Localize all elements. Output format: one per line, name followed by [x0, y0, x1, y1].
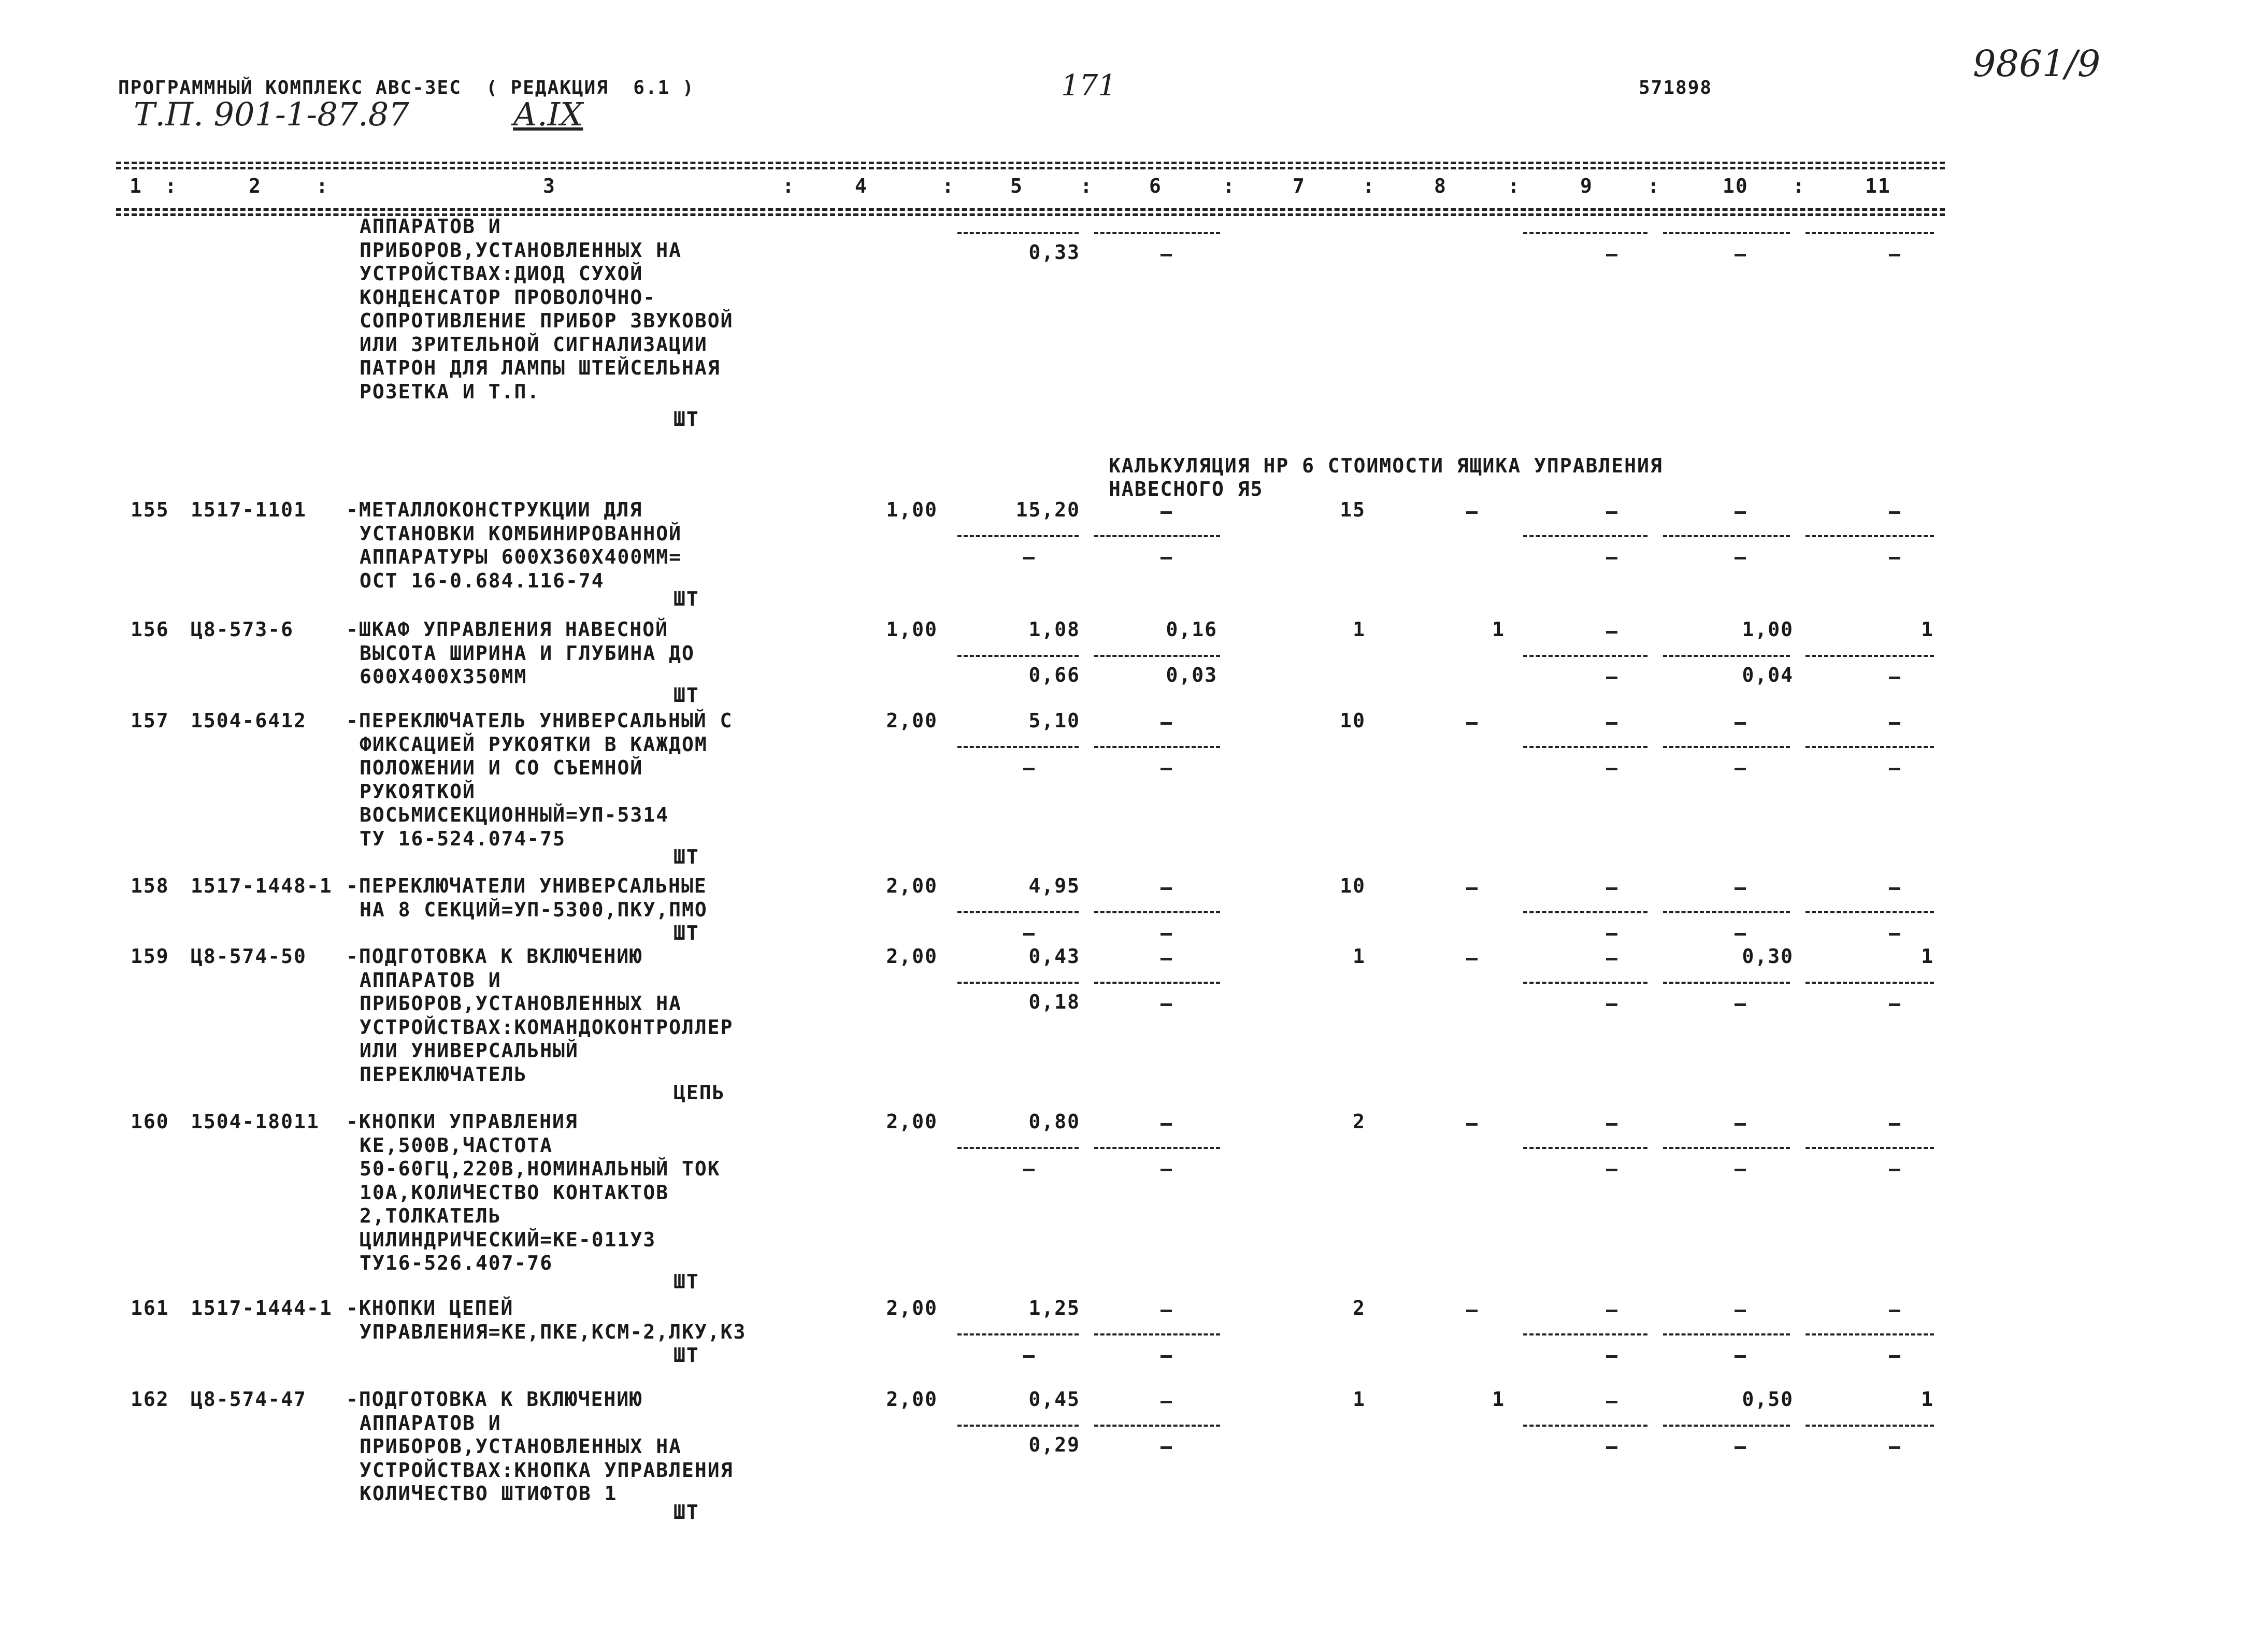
row-col7: 10 — [1340, 874, 1366, 897]
row-rule-c9 — [1523, 1425, 1647, 1427]
intro-rule-c5 — [957, 232, 1079, 234]
row-description-line: УСТАНОВКИ КОМБИНИРОВАННОЙ — [360, 522, 682, 545]
row-col9-second-dash — [1606, 1169, 1617, 1171]
row-col11-dash — [1889, 722, 1900, 725]
row-col10-dash — [1735, 1123, 1746, 1126]
row-col7: 2 — [1353, 1297, 1366, 1319]
row-col8-dash — [1466, 958, 1478, 960]
row-col9-dash — [1606, 887, 1617, 890]
row-description-line: ПОЛОЖЕНИИ И СО СЪЕМНОЙ — [360, 756, 643, 779]
row-code: 1517-1101 — [191, 498, 307, 521]
row-rule-c10 — [1663, 655, 1790, 657]
intro-line: КОНДЕНСАТОР ПРОВОЛОЧНО- — [360, 285, 656, 309]
row-unit: ШТ — [674, 1344, 699, 1367]
row-unit: ШТ — [674, 845, 699, 868]
row-col6-dash — [1160, 1401, 1172, 1403]
column-header-2: 2 — [249, 175, 262, 197]
intro-c5: 0,33 — [1028, 241, 1080, 264]
row-col10-second-dash — [1735, 1355, 1746, 1358]
row-rule-c10 — [1663, 746, 1790, 748]
row-col9-dash — [1606, 511, 1617, 514]
row-description-line: ФИКСАЦИЕЙ РУКОЯТКИ В КАЖДОМ — [360, 732, 708, 756]
row-description-line: 600Х400Х350ММ — [360, 665, 527, 688]
column-header-16: 9 — [1580, 175, 1593, 197]
row-col5: 0,43 — [1028, 945, 1080, 968]
calculation-title: КАЛЬКУЛЯЦИЯ НР 6 СТОИМОСТИ ЯЩИКА УПРАВЛЕНИЯ — [1109, 454, 1663, 477]
row-rule-c10 — [1663, 911, 1790, 913]
archive-stamp: 9861/9 — [1973, 42, 2101, 85]
row-col9-dash — [1606, 722, 1617, 725]
row-description-line: УСТРОЙСТВАХ:КНОПКА УПРАВЛЕНИЯ — [360, 1458, 734, 1482]
row-col11-second-dash — [1889, 768, 1900, 770]
row-rule-c5 — [957, 655, 1079, 657]
row-rule-c5 — [957, 535, 1079, 537]
column-header-10: 6 — [1149, 175, 1162, 197]
row-col11-second-dash — [1889, 1169, 1900, 1171]
header-rule-bottom — [116, 208, 1945, 211]
row-col11-second-dash — [1889, 1355, 1900, 1358]
row-col10-second-dash — [1735, 1003, 1746, 1006]
row-description-line: ВЫСОТА ШИРИНА И ГЛУБИНА ДО — [360, 641, 695, 665]
row-rule-c11 — [1806, 1425, 1934, 1427]
row-number: 159 — [131, 945, 169, 968]
row-description-line: ТУ16-526.407-76 — [360, 1252, 553, 1274]
row-unit: ЦЕПЬ — [674, 1081, 725, 1104]
row-col6-second-dash — [1160, 1003, 1172, 1006]
row-rule-c6 — [1094, 911, 1220, 913]
row-col8-dash — [1466, 887, 1478, 890]
row-description-line: -КНОПКИ УПРАВЛЕНИЯ — [346, 1110, 578, 1133]
row-description-line: УПРАВЛЕНИЯ=КЕ,ПКЕ,КСМ-2,ЛКУ,К3 — [360, 1320, 747, 1343]
row-rule-c5 — [957, 982, 1079, 984]
row-rule-c10 — [1663, 1425, 1790, 1427]
row-rule-c10 — [1663, 1147, 1790, 1149]
row-col6: 0,16 — [1166, 618, 1217, 641]
intro-c6-dash — [1160, 254, 1172, 256]
column-header-1: : — [165, 175, 178, 197]
row-col9-dash — [1606, 1123, 1617, 1126]
row-col5-second-dash — [1023, 1355, 1035, 1358]
row-description-line: АППАРАТУРЫ 600Х360Х400ММ= — [360, 545, 682, 568]
row-number: 161 — [131, 1297, 169, 1319]
row-col5-second-dash — [1023, 1169, 1035, 1171]
row-col9-second-dash — [1606, 1446, 1617, 1449]
row-description-line: ПЕРЕКЛЮЧАТЕЛЬ — [360, 1062, 527, 1086]
row-rule-c6 — [1094, 1333, 1220, 1335]
intro-rule-c9 — [1523, 232, 1647, 234]
row-rule-c9 — [1523, 655, 1647, 657]
row-col5: 5,10 — [1028, 709, 1080, 732]
row-col6-second-dash — [1160, 768, 1172, 770]
row-description-line: -ПЕРЕКЛЮЧАТЕЛИ УНИВЕРСАЛЬНЫЕ — [346, 874, 707, 897]
row-rule-c6 — [1094, 1147, 1220, 1149]
row-col7: 15 — [1340, 498, 1366, 521]
row-description-line: 10А,КОЛИЧЕСТВО КОНТАКТОВ — [360, 1181, 669, 1204]
row-col10: 0,50 — [1742, 1388, 1794, 1411]
row-rule-c10 — [1663, 1333, 1790, 1335]
intro-rule-c11 — [1806, 232, 1934, 234]
row-col8-dash — [1466, 722, 1478, 725]
row-col5-second-dash — [1023, 933, 1035, 936]
row-col10-second-dash — [1735, 1169, 1746, 1171]
row-col5-second: 0,66 — [1028, 664, 1080, 686]
row-rule-c11 — [1806, 982, 1934, 984]
row-description-line: КЕ,500В,ЧАСТОТА — [360, 1133, 553, 1157]
row-description-line: -ПОДГОТОВКА К ВКЛЮЧЕНИЮ — [346, 1388, 643, 1411]
calculation-subtitle: НАВЕСНОГО Я5 — [1109, 478, 1264, 500]
row-col7: 10 — [1340, 709, 1366, 732]
row-code: 1517-1444-1 — [191, 1297, 333, 1319]
row-rule-c11 — [1806, 655, 1934, 657]
row-number: 162 — [131, 1388, 169, 1411]
row-rule-c5 — [957, 1425, 1079, 1427]
intro-rule-c10 — [1663, 232, 1790, 234]
row-quantity: 1,00 — [886, 618, 938, 641]
row-description-line: -ПОДГОТОВКА К ВКЛЮЧЕНИЮ — [346, 945, 643, 968]
row-col9-second-dash — [1606, 933, 1617, 936]
row-rule-c11 — [1806, 911, 1934, 913]
intro-line: УСТРОЙСТВАХ:ДИОД СУХОЙ — [360, 262, 643, 285]
row-number: 160 — [131, 1110, 169, 1133]
row-col9-second-dash — [1606, 1003, 1617, 1006]
row-col10-dash — [1735, 1310, 1746, 1312]
row-description-line: 2,ТОЛКАТЕЛЬ — [360, 1204, 501, 1227]
row-col6-dash — [1160, 887, 1172, 890]
row-unit: ШТ — [674, 683, 699, 707]
row-code: 1504-18011 — [191, 1110, 320, 1133]
row-col6-second-dash — [1160, 1169, 1172, 1171]
row-col11-dash — [1889, 511, 1900, 514]
row-col9-dash — [1606, 958, 1617, 960]
row-col9-second-dash — [1606, 1355, 1617, 1358]
row-col11-dash — [1889, 887, 1900, 890]
row-col6-second-dash — [1160, 1355, 1172, 1358]
row-description-line: АППАРАТОВ И — [360, 1411, 501, 1434]
row-rule-c11 — [1806, 1333, 1934, 1335]
row-col6-dash — [1160, 958, 1172, 960]
row-col6-dash — [1160, 1123, 1172, 1126]
row-description-line: -МЕТАЛЛОКОНСТРУКЦИИ ДЛЯ — [346, 498, 643, 521]
row-col6-dash — [1160, 722, 1172, 725]
row-description-line: ОСТ 16-0.684.116-74 — [360, 569, 605, 592]
row-col9-dash — [1606, 1401, 1617, 1403]
row-rule-c6 — [1094, 1425, 1220, 1427]
row-description-line: -КНОПКИ ЦЕПЕЙ — [346, 1297, 514, 1319]
row-description-line: УСТРОЙСТВАХ:КОМАНДОКОНТРОЛЛЕР — [360, 1015, 734, 1039]
row-col10-second-dash — [1735, 933, 1746, 936]
column-header-20: 11 — [1865, 175, 1891, 197]
intro-rule-c6 — [1094, 232, 1220, 234]
row-description-line: ТУ 16-524.074-75 — [360, 827, 566, 850]
row-rule-c9 — [1523, 982, 1647, 984]
row-rule-c9 — [1523, 1147, 1647, 1149]
row-quantity: 2,00 — [886, 709, 938, 732]
row-col11: 1 — [1921, 945, 1934, 968]
intro-line: ИЛИ ЗРИТЕЛЬНОЙ СИГНАЛИЗАЦИИ — [360, 333, 708, 356]
row-rule-c6 — [1094, 982, 1220, 984]
row-rule-c11 — [1806, 746, 1934, 748]
row-col5-second-dash — [1023, 768, 1035, 770]
row-quantity: 2,00 — [886, 945, 938, 968]
row-col6-second-dash — [1160, 557, 1172, 559]
row-col6-second-dash — [1160, 1446, 1172, 1449]
column-header-5: : — [782, 175, 795, 197]
column-header-13: : — [1363, 175, 1375, 197]
row-rule-c5 — [957, 911, 1079, 913]
column-header-7: : — [942, 175, 955, 197]
row-number: 156 — [131, 618, 169, 641]
row-col6-second: 0,03 — [1166, 664, 1217, 686]
row-unit: ШТ — [674, 1270, 699, 1293]
intro-unit: ШТ — [674, 408, 699, 430]
row-col5-second-dash — [1023, 557, 1035, 559]
row-rule-c6 — [1094, 746, 1220, 748]
row-number: 158 — [131, 874, 169, 897]
row-col11-second-dash — [1889, 1446, 1900, 1449]
column-header-3: : — [316, 175, 329, 197]
column-header-4: 3 — [543, 175, 556, 197]
row-col8: 1 — [1492, 1388, 1505, 1411]
row-col11-second-dash — [1889, 557, 1900, 559]
row-quantity: 2,00 — [886, 1297, 938, 1319]
row-col10-dash — [1735, 722, 1746, 725]
row-quantity: 2,00 — [886, 1110, 938, 1133]
row-unit: ШТ — [674, 1500, 699, 1524]
row-col11-second-dash — [1889, 1003, 1900, 1006]
row-col10: 1,00 — [1742, 618, 1794, 641]
intro-line: ПРИБОРОВ,УСТАНОВЛЕННЫХ НА — [360, 238, 682, 262]
column-header-6: 4 — [855, 175, 868, 197]
row-unit: ШТ — [674, 587, 699, 610]
row-description-line: ПРИБОРОВ,УСТАНОВЛЕННЫХ НА — [360, 992, 682, 1015]
intro-line: СОПРОТИВЛЕНИЕ ПРИБОР ЗВУКОВОЙ — [360, 309, 734, 332]
row-col11-second-dash — [1889, 677, 1900, 679]
album-designation: А.IX — [513, 95, 583, 133]
header-rule-top — [116, 162, 1945, 164]
row-col11: 1 — [1921, 618, 1934, 641]
row-code: Ц8-574-47 — [191, 1388, 307, 1411]
column-header-0: 1 — [130, 175, 142, 197]
column-header-8: 5 — [1010, 175, 1023, 197]
row-col9-dash — [1606, 1310, 1617, 1312]
row-description-line: ИЛИ УНИВЕРСАЛЬНЫЙ — [360, 1039, 579, 1062]
column-header-12: 7 — [1293, 175, 1306, 197]
row-col5: 0,80 — [1028, 1110, 1080, 1133]
row-description-line: 50-60ГЦ,220В,НОМИНАЛЬНЫЙ ТОК — [360, 1157, 721, 1180]
row-col11-second-dash — [1889, 933, 1900, 936]
row-rule-c11 — [1806, 1147, 1934, 1149]
row-col10: 0,30 — [1742, 945, 1794, 968]
row-col9-second-dash — [1606, 768, 1617, 770]
intro-line: РОЗЕТКА И Т.П. — [360, 380, 540, 403]
row-col6-dash — [1160, 1310, 1172, 1312]
row-unit: ШТ — [674, 922, 699, 944]
row-rule-c5 — [957, 1147, 1079, 1149]
intro-c11-dash — [1889, 254, 1900, 256]
row-rule-c10 — [1663, 982, 1790, 984]
row-description-line: РУКОЯТКОЙ — [360, 780, 476, 803]
intro-c9-dash — [1606, 254, 1617, 256]
row-description-line: ЦИЛИНДРИЧЕСКИЙ=КЕ-011У3 — [360, 1228, 656, 1251]
column-header-17: : — [1647, 175, 1660, 197]
row-number: 155 — [131, 498, 169, 521]
row-col5: 1,25 — [1028, 1297, 1080, 1319]
row-col5: 1,08 — [1028, 618, 1080, 641]
row-rule-c6 — [1094, 655, 1220, 657]
row-code: Ц8-574-50 — [191, 945, 307, 968]
row-col7: 2 — [1353, 1110, 1366, 1133]
column-header-11: : — [1223, 175, 1236, 197]
row-description-line: ПРИБОРОВ,УСТАНОВЛЕННЫХ НА — [360, 1435, 682, 1458]
row-col8-dash — [1466, 1310, 1478, 1312]
row-rule-c9 — [1523, 746, 1647, 748]
row-rule-c5 — [957, 746, 1079, 748]
row-col10-second-dash — [1735, 768, 1746, 770]
column-header-15: : — [1508, 175, 1521, 197]
row-col5: 15,20 — [1015, 498, 1080, 521]
row-rule-c6 — [1094, 535, 1220, 537]
row-code: 1517-1448-1 — [191, 874, 333, 897]
header-rule-top-2 — [116, 167, 1945, 169]
row-quantity: 2,00 — [886, 874, 938, 897]
row-col5-second: 0,29 — [1028, 1433, 1080, 1456]
row-col7: 1 — [1353, 945, 1366, 968]
row-description-line: -ШКАФ УПРАВЛЕНИЯ НАВЕСНОЙ — [346, 618, 668, 641]
row-quantity: 1,00 — [886, 498, 938, 521]
row-rule-c9 — [1523, 911, 1647, 913]
row-quantity: 2,00 — [886, 1388, 938, 1411]
row-col6-second-dash — [1160, 933, 1172, 936]
row-col8-dash — [1466, 1123, 1478, 1126]
row-description-line: НА 8 СЕКЦИЙ=УП-5300,ПКУ,ПМО — [360, 898, 708, 921]
row-rule-c10 — [1663, 535, 1790, 537]
row-col5: 0,45 — [1028, 1388, 1080, 1411]
row-description-line: АППАРАТОВ И — [360, 968, 501, 992]
intro-line: ПАТРОН ДЛЯ ЛАМПЫ ШТЕЙСЕЛЬНАЯ — [360, 356, 721, 379]
row-col7: 1 — [1353, 1388, 1366, 1411]
row-col8-dash — [1466, 511, 1478, 514]
row-col6-dash — [1160, 511, 1172, 514]
row-col10-second-dash — [1735, 557, 1746, 559]
row-col9-second-dash — [1606, 677, 1617, 679]
row-rule-c11 — [1806, 535, 1934, 537]
row-col10-second-dash — [1735, 1446, 1746, 1449]
row-col8: 1 — [1492, 618, 1505, 641]
row-col11-dash — [1889, 1123, 1900, 1126]
row-description-line: КОЛИЧЕСТВО ШТИФТОВ 1 — [360, 1482, 618, 1505]
row-rule-c9 — [1523, 1333, 1647, 1335]
intro-c10-dash — [1735, 254, 1746, 256]
row-col11-dash — [1889, 1310, 1900, 1312]
row-description-line: -ПЕРЕКЛЮЧАТЕЛЬ УНИВЕРСАЛЬНЫЙ С — [346, 709, 733, 732]
row-col5: 4,95 — [1028, 874, 1080, 897]
row-col10-dash — [1735, 511, 1746, 514]
program-title: ПРОГРАММНЫЙ КОМПЛЕКС АВС-3ЕС ( РЕДАКЦИЯ 6.1 ) — [118, 77, 695, 98]
row-col9-second-dash — [1606, 557, 1617, 559]
row-col10-second: 0,04 — [1742, 664, 1794, 686]
document-code: 571898 — [1639, 77, 1713, 98]
row-rule-c5 — [957, 1333, 1079, 1335]
row-col10-dash — [1735, 887, 1746, 890]
row-number: 157 — [131, 709, 169, 732]
row-rule-c9 — [1523, 535, 1647, 537]
row-description-line: ВОСЬМИСЕКЦИОННЫЙ=УП-5314 — [360, 803, 669, 826]
row-code: 1504-6412 — [191, 709, 307, 732]
tp-designation: Т.П. 901-1-87.87 — [134, 95, 409, 133]
column-header-14: 8 — [1434, 175, 1447, 197]
column-header-19: : — [1793, 175, 1806, 197]
row-col7: 1 — [1353, 618, 1366, 641]
column-header-18: 10 — [1723, 175, 1749, 197]
row-col9-dash — [1606, 631, 1617, 634]
row-col11: 1 — [1921, 1388, 1934, 1411]
column-header-9: : — [1080, 175, 1093, 197]
row-col5-second: 0,18 — [1028, 990, 1080, 1013]
row-code: Ц8-573-6 — [191, 618, 294, 641]
page-number: 171 — [1061, 69, 1116, 103]
intro-line: АППАРАТОВ И — [360, 215, 501, 238]
